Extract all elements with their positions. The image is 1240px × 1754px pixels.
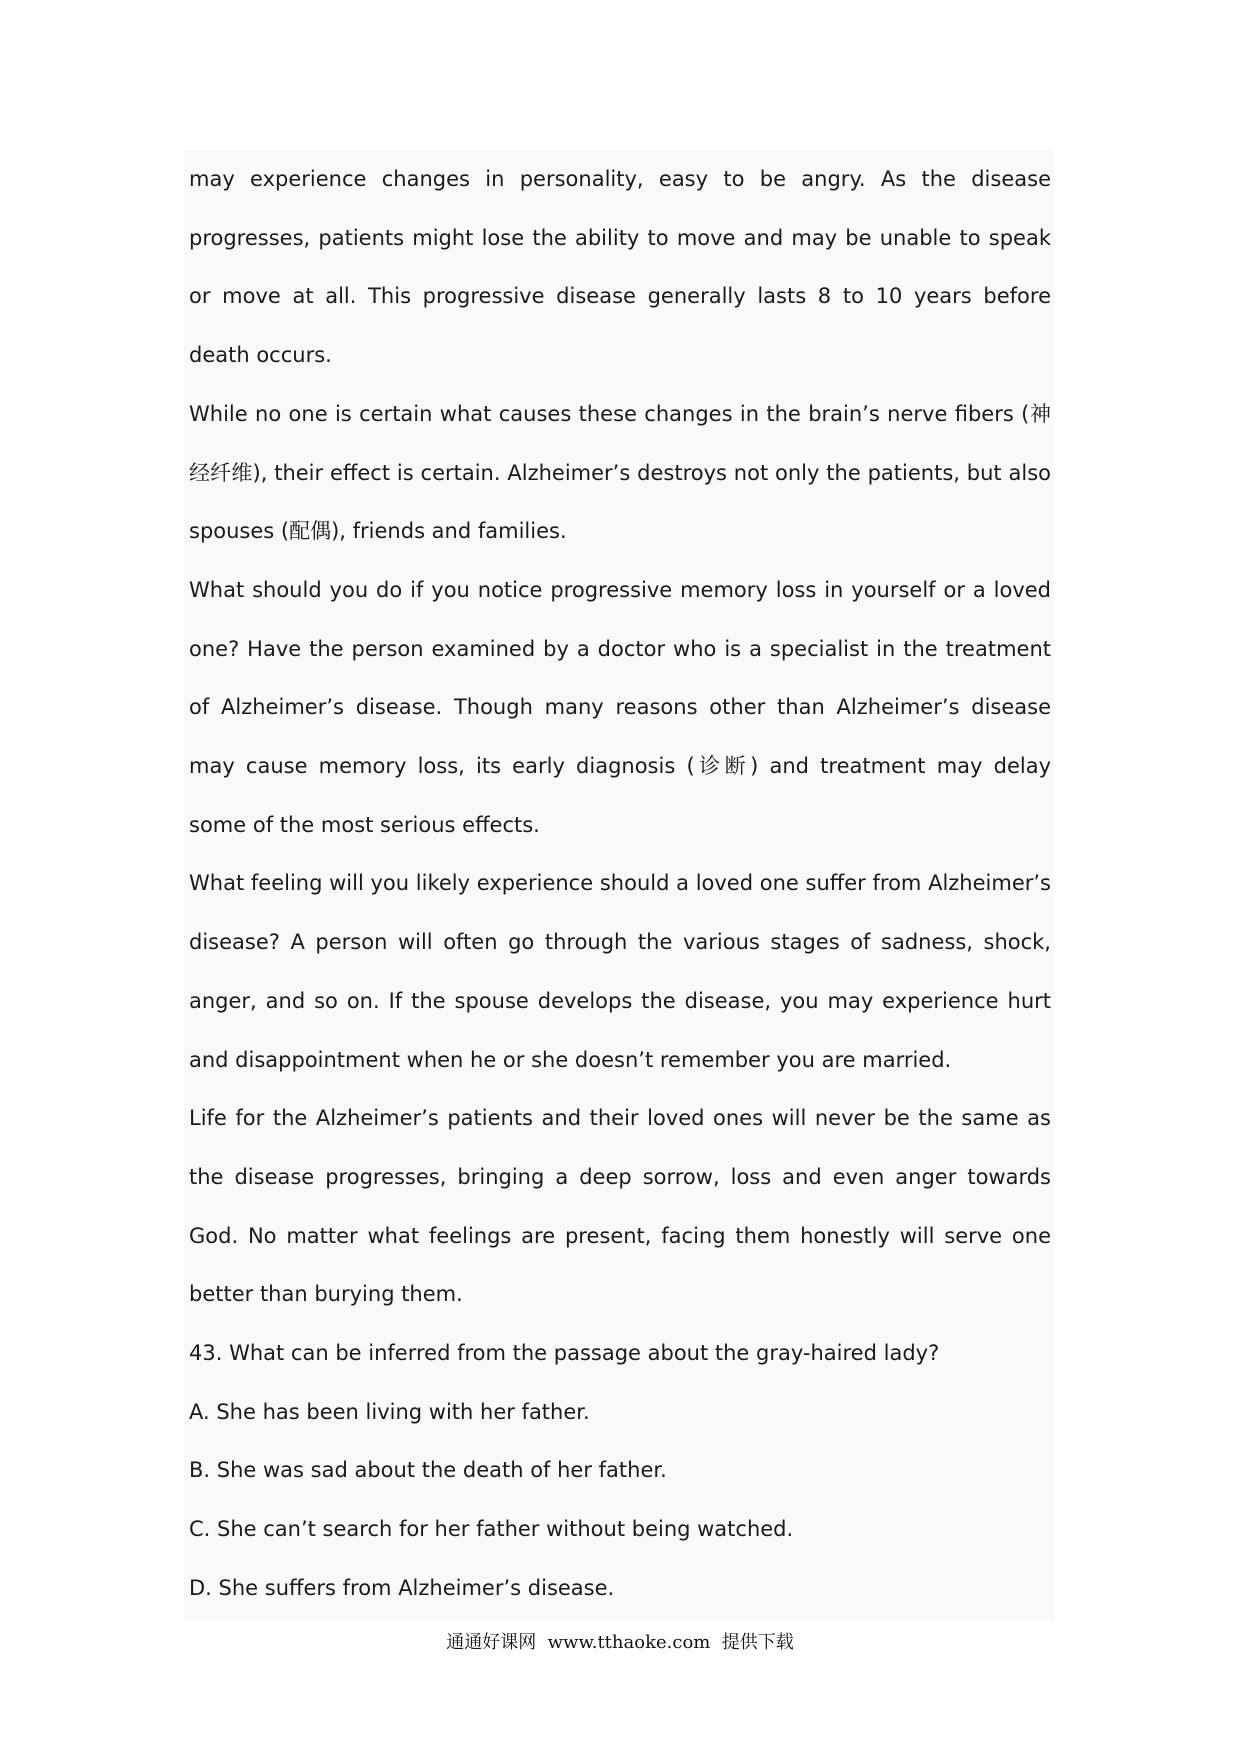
- passage-content: [189, 150, 1051, 1618]
- option-a: A. She has been living with her father.: [189, 1399, 590, 1424]
- question-stem: 43. What can be inferred from the passage about the gray-haired lady?: [189, 1341, 940, 1366]
- paragraph-5: Life for the Alzheimer’s patients and their loved ones will never be the same as the disease progresses, bringing a deep sorrow, loss and even anger towards God. No matter what feelings are present, facing them honestly will serve one better than burying them.: [189, 1106, 1051, 1307]
- footer-source-line: 通通好课网 www.tthaoke.com 提供下载: [446, 1632, 794, 1653]
- paragraph-1: may experience changes in personality, easy to be angry. As the disease progresses, patients might lose the ability to move and may be unable to speak or move at all. This progressive disease generally lasts 8 to 10 years before death occurs.: [189, 167, 1051, 368]
- paragraph-4: What feeling will you likely experience should a loved one suffer from Alzheimer’s disease? A person will often go through the various stages of sadness, shock, anger, and so on. If the spouse develops the disease, you may experience hurt and disappointment when he or she doesn’t remember you are married.: [189, 871, 1051, 1072]
- option-b: B. She was sad about the death of her father.: [189, 1458, 667, 1483]
- option-d: D. She suffers from Alzheimer’s disease.: [189, 1575, 615, 1600]
- paragraph-2: While no one is certain what causes these changes in the brain’s nerve fibers (神经纤维), their effect is certain. Alzheimer’s destroys not only the patients, but also spouses (配偶), friends and families.: [189, 401, 1051, 544]
- paragraph-3: What should you do if you notice progressive memory loss in yourself or a loved one? Have the person examined by a doctor who is a specialist in the treatment of Alzheimer’s disease. Though many reasons other than Alzheimer’s disease may cause memory loss, its early diagnosis (诊断) and treatment may delay some of the most serious effects.: [189, 577, 1051, 837]
- option-c: C. She can’t search for her father without being watched.: [189, 1517, 794, 1542]
